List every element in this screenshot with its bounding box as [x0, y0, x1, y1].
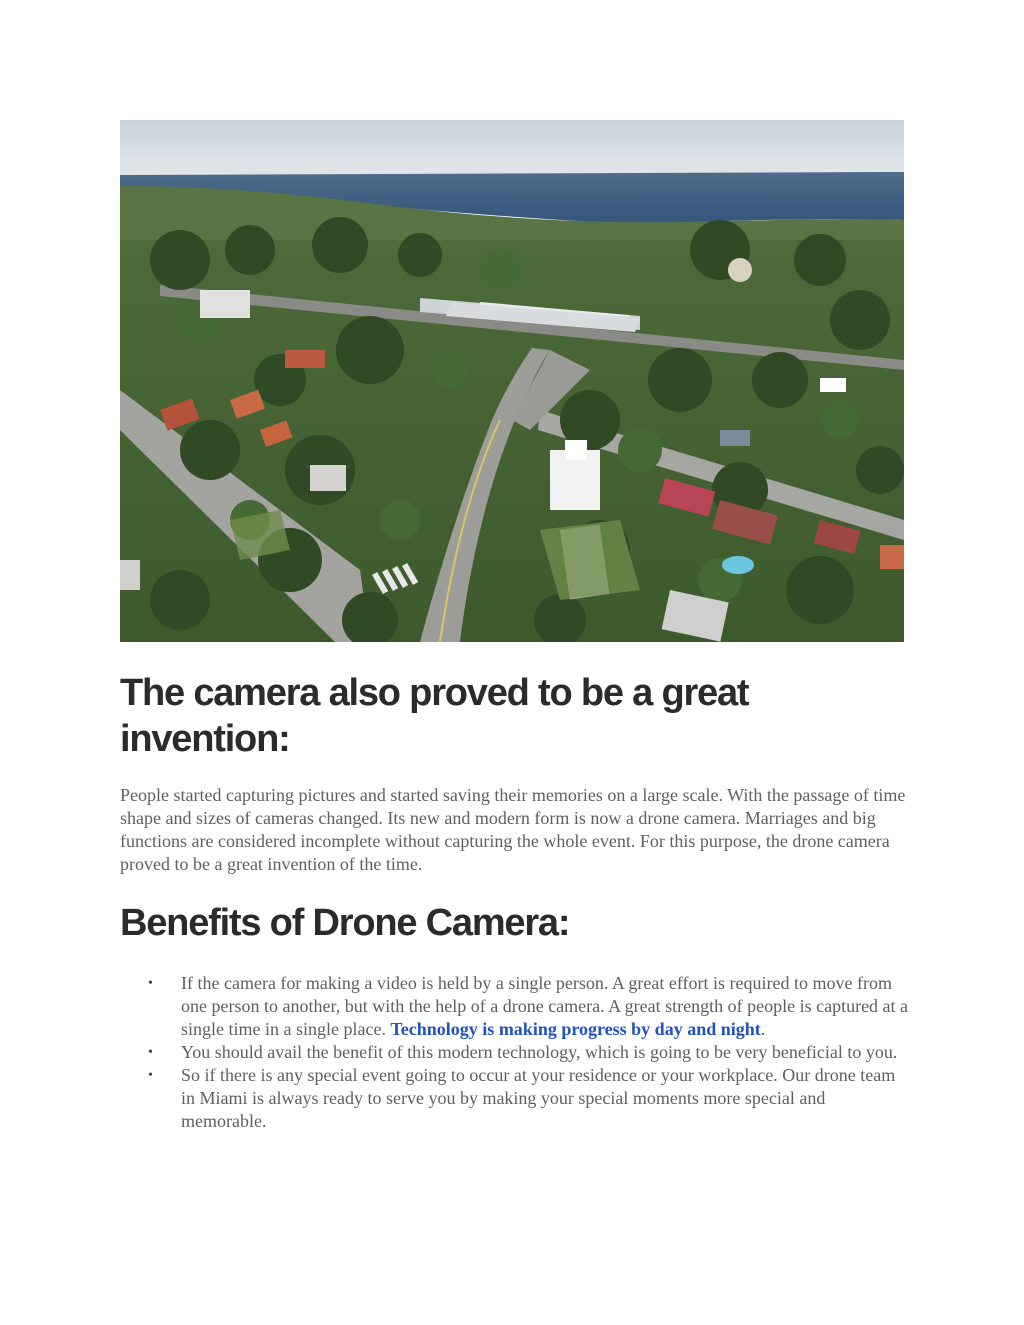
list-item	[140, 1064, 910, 1133]
bullet-icon: •	[148, 976, 153, 991]
list-item-text-end: .	[760, 1019, 766, 1039]
list-item-text: You should avail the benefit of this modern technology, which is going to be very beneficial to you.	[181, 1042, 898, 1062]
camera-invention-paragraph: People started capturing pictures and started saving their memories on a large scale. With the passage of time shape and sizes of cameras changed. Its new and modern form is now a drone camera. Marriages and big functions are considered incomplete without capturing the whole event. For this purpose, the drone camera proved to be a great invention of the time.	[120, 785, 906, 874]
list-item	[140, 1041, 910, 1064]
list-item-text: So if there is any special event going to occur at your residence or your workplace. Our drone team in Miami is always ready to serve you by making your special moments more special and memorable.	[181, 1065, 896, 1131]
list-item	[140, 972, 910, 1041]
bullet-icon: •	[148, 1068, 153, 1083]
list-item-text: If the camera for making a video is held by a single person. A great effort is required to move from one person to another, but with the help of a drone camera. A great strength of people is captured at a single time in a single place.	[181, 973, 909, 1039]
technology-progress-link[interactable]: Technology is making progress by day and night	[390, 1019, 761, 1039]
benefits-list	[140, 972, 910, 1133]
hero-image	[120, 120, 904, 642]
bullet-icon: •	[148, 1045, 153, 1060]
section-heading-benefits: Benefits of Drone Camera:	[120, 902, 570, 944]
section-heading-camera-invention: The camera also proved to be a great invention:	[120, 672, 749, 760]
aerial-photo-illustration	[120, 120, 904, 642]
